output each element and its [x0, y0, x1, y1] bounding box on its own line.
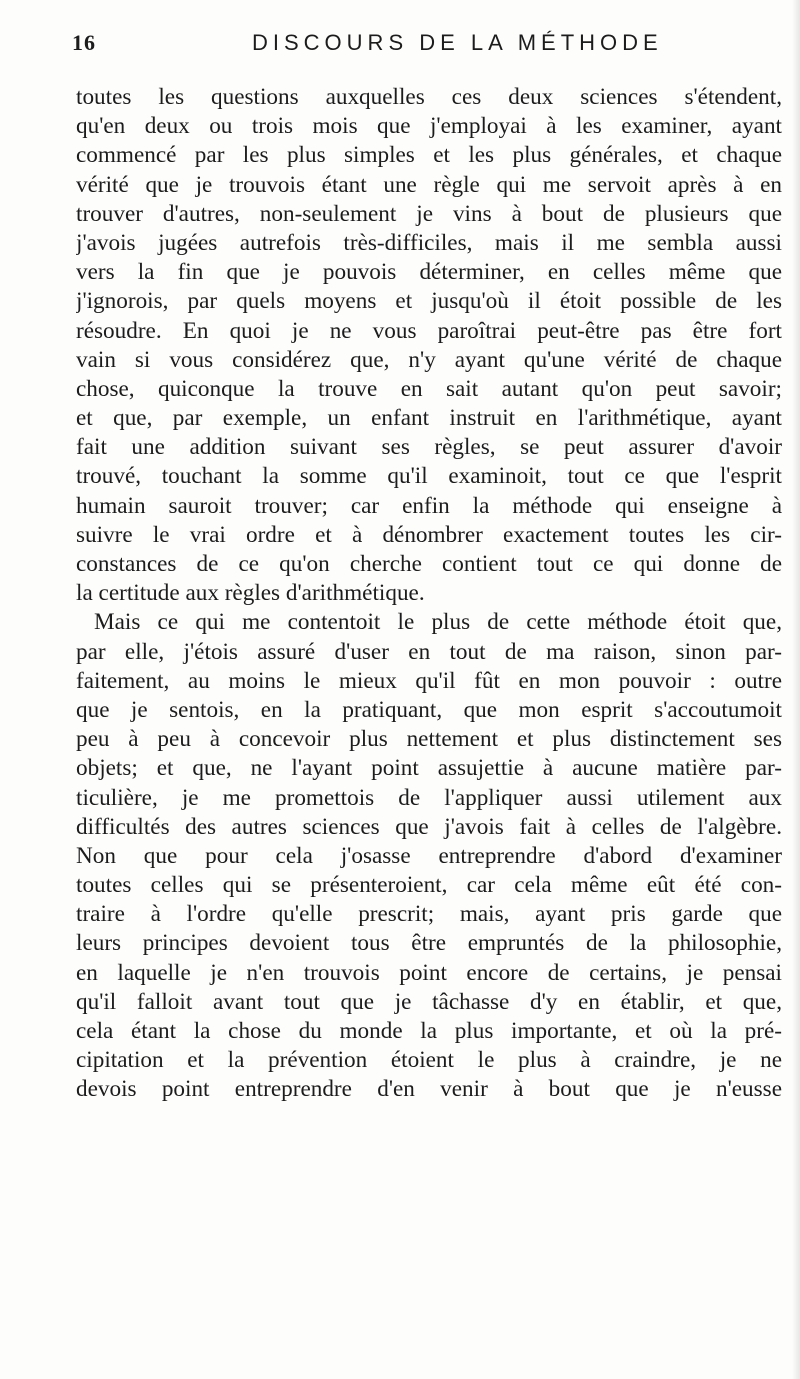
- text-line: en laquelle je n'en trouvois point encore de certains, je pensai: [76, 959, 782, 986]
- text-line: vers la fin que je pouvois déterminer, en celles même que: [76, 259, 782, 286]
- page-number: 16: [72, 30, 96, 55]
- text-line: cipitation et la prévention étoient le plus à craindre, je ne: [76, 1047, 782, 1074]
- text-line: la certitude aux règles d'arithmétique.: [76, 580, 425, 607]
- text-line: objets; et que, ne l'ayant point assujettie à aucune matière par-: [76, 755, 782, 782]
- text-line: cela étant la chose du monde la plus importante, et où la pré-: [76, 1018, 782, 1044]
- text-line: traire à l'ordre qu'elle prescrit; mais, ayant pris garde que: [76, 901, 782, 928]
- text-line: et que, par exemple, un enfant instruit en l'arithmétique, ayant: [76, 405, 782, 432]
- text-line: commencé par les plus simples et les plus générales, et chaque: [76, 142, 782, 169]
- text-line: constances de ce qu'on cherche contient tout ce qui donne de: [76, 551, 782, 577]
- running-title: DISCOURS DE LA MÉTHODE: [252, 30, 663, 55]
- text-line: chose, quiconque la trouve en sait autant qu'on peut savoir;: [76, 375, 782, 402]
- text-line: faitement, au moins le mieux qu'il fût en mon pouvoir : outre: [76, 667, 782, 694]
- text-line: humain sauroit trouver; car enfin la méthode qui enseigne à: [76, 492, 782, 519]
- text-line: résoudre. En quoi je ne vous paroîtrai peut-être pas être fort: [76, 317, 782, 344]
- text-line: vérité que je trouvois étant une règle qui me servoit après à en: [76, 171, 782, 198]
- text-line: difficultés des autres sciences que j'avois fait à celles de l'algèbre.: [76, 813, 782, 840]
- text-line: qu'il falloit avant tout que je tâchasse d'y en établir, et que,: [76, 988, 782, 1015]
- text-line: Mais ce qui me contentoit le plus de cette méthode étoit que,: [94, 609, 782, 636]
- text-line: par elle, j'étois assuré d'user en tout de ma raison, sinon par-: [76, 638, 782, 665]
- paragraph: [76, 608, 782, 1104]
- text-line: leurs principes devoient tous être empruntés de la philosophie,: [76, 930, 782, 957]
- body-text: [76, 83, 782, 1105]
- text-line: trouvé, touchant la somme qu'il examinoit, tout ce que l'esprit: [76, 463, 782, 490]
- text-line: trouver d'autres, non-seulement je vins à bout de plusieurs que: [76, 200, 782, 227]
- paragraph: [76, 83, 782, 608]
- text-line: que je sentois, en la pratiquant, que mon esprit s'accoutumoit: [76, 696, 782, 723]
- text-line: j'ignorois, par quels moyens et jusqu'où il étoit possible de les: [76, 288, 782, 315]
- text-line: toutes les questions auxquelles ces deux sciences s'étendent,: [76, 84, 782, 110]
- text-line: Non que pour cela j'osasse entreprendre d'abord d'examiner: [76, 842, 782, 869]
- text-line: vain si vous considérez que, n'y ayant qu'une vérité de chaque: [76, 346, 782, 373]
- page-edge-shadow: [792, 0, 800, 1379]
- text-line: suivre le vrai ordre et à dénombrer exactement toutes les cir-: [76, 521, 782, 548]
- text-line: j'avois jugées autrefois très-difficiles, mais il me sembla aussi: [76, 229, 782, 256]
- text-line: devois point entreprendre d'en venir à bout que je n'eusse: [76, 1076, 782, 1103]
- text-line: peu à peu à concevoir plus nettement et plus distinctement ses: [76, 726, 782, 753]
- text-line: ticulière, je me promettois de l'appliquer aussi utilement aux: [76, 784, 782, 811]
- text-line: fait une addition suivant ses règles, se peut assurer d'avoir: [76, 434, 782, 461]
- text-line: toutes celles qui se présenteroient, car cela même eût été con-: [76, 872, 782, 899]
- text-line: qu'en deux ou trois mois que j'employai à les examiner, ayant: [76, 113, 782, 140]
- page-header: [72, 30, 770, 62]
